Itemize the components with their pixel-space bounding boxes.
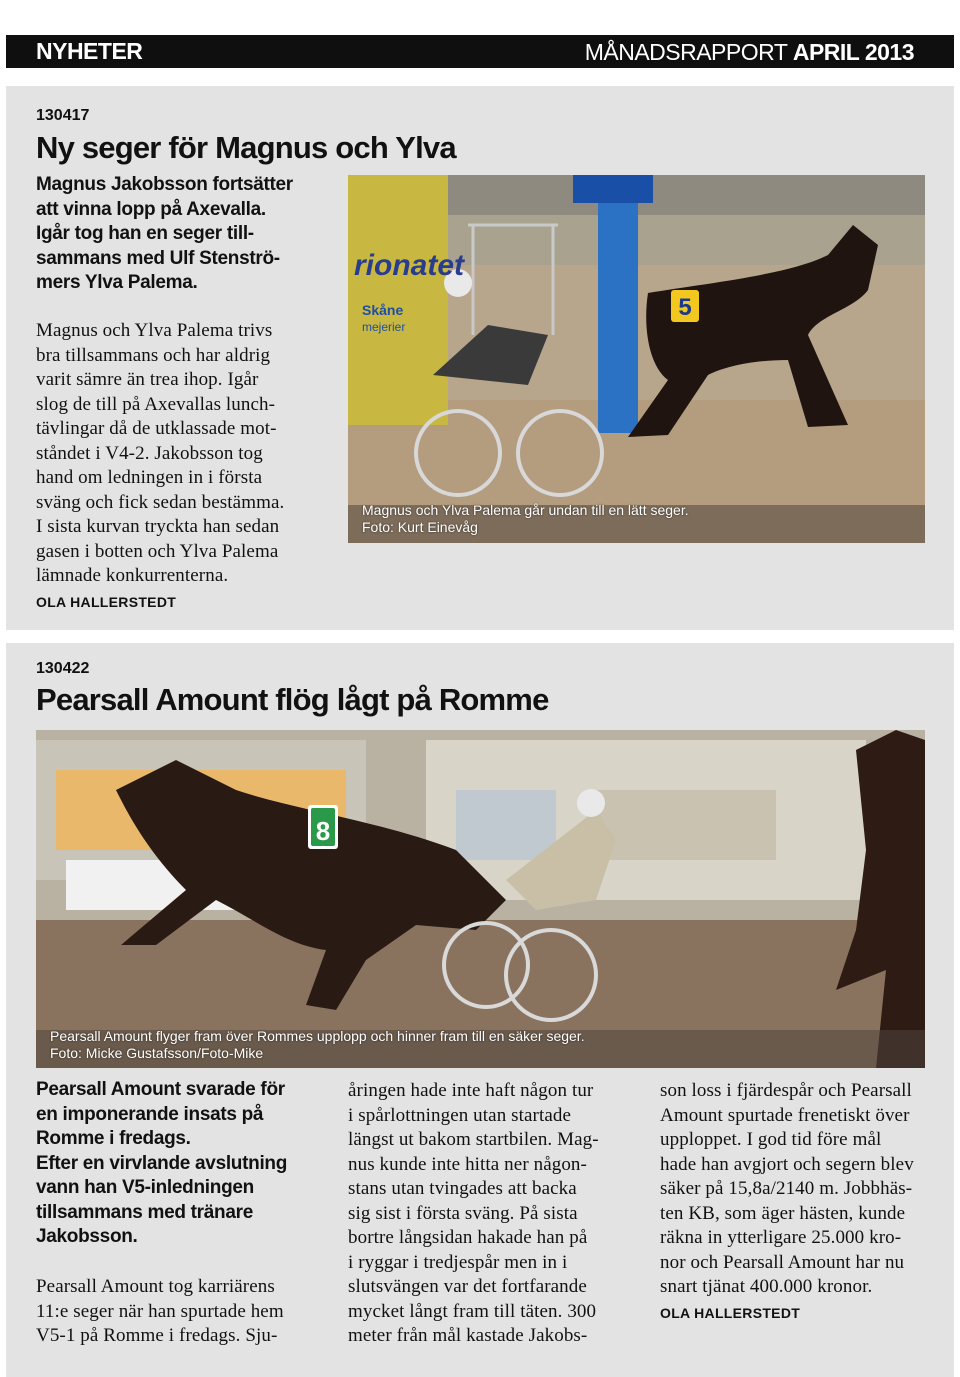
photo-credit: Foto: Kurt Einevåg	[362, 519, 478, 535]
body-line: stans utan tvingades att backa	[348, 1178, 577, 1199]
race-photo	[36, 730, 925, 1068]
sign-text: rionatet	[354, 249, 465, 282]
sponsor-text: Skåne	[362, 302, 404, 318]
body-line: i ryggar i tredjespår men in i	[348, 1251, 568, 1273]
body-line: i spårlottningen utan startade	[348, 1104, 572, 1126]
body-line: upploppet. I god tid före mål	[660, 1129, 882, 1150]
body-line: 11:e seger när han spurtade hem	[36, 1300, 284, 1322]
body-line: slutsvängen var det fortfarande	[348, 1276, 587, 1297]
body-line: längst ut bakom startbilen. Mag-	[348, 1129, 599, 1150]
article-title: Ny seger för Magnus och Ylva	[36, 130, 456, 165]
lead-line: Efter en virvlande avslutning	[36, 1152, 288, 1174]
body-line: slog de till på Axevallas lunch-	[36, 393, 276, 415]
body-line: mycket långt fram till täten. 300	[348, 1300, 597, 1322]
body-line: säker på 15,8a/2140 m. Jobbhäs-	[660, 1178, 913, 1199]
body-line: tävlingar då de utklassade mot-	[36, 418, 277, 439]
photo-caption: Pearsall Amount flyger fram över Rommes upplopp och hinner fram till en säker seger.	[50, 1028, 585, 1044]
byline: OLA HALLERSTEDT	[660, 1305, 801, 1321]
lead-line: sammans med Ulf Stenströ-	[36, 247, 280, 269]
lead-line: vann han V5-inledningen	[36, 1177, 254, 1198]
lead-line: en imponerande insats på	[36, 1103, 264, 1125]
sponsor-text: mejerier	[362, 320, 406, 334]
body-line: hade han avgjort och segern blev	[660, 1153, 914, 1175]
body-line: lämnade konkurrenterna.	[36, 565, 229, 586]
race-photo-image	[36, 730, 925, 1068]
article-col-1	[36, 1275, 306, 1349]
body-line: nus kunde inte hitta ner någon-	[348, 1153, 587, 1175]
race-photo-image	[348, 175, 925, 543]
lead-line: Pearsall Amount svarade för	[36, 1079, 285, 1100]
body-line: bra tillsammans och har aldrig	[36, 344, 271, 366]
body-line: bortre långsidan hakade han på	[348, 1227, 588, 1248]
body-line: meter från mål kastade Jakobs-	[348, 1325, 588, 1346]
report-month: APRIL 2013	[792, 39, 914, 65]
body-line: ståndet i V4-2. Jakobsson tog	[36, 442, 263, 464]
body-line: sväng och fick sedan bestämma.	[36, 491, 285, 513]
body-line: V5-1 på Romme i fredags. Sju-	[36, 1325, 278, 1346]
photo-credit: Foto: Micke Gustafsson/Foto-Mike	[50, 1045, 264, 1061]
body-line: varit sämre än trea ihop. Igår	[36, 369, 259, 390]
article-col-2	[348, 1079, 623, 1349]
body-line: Pearsall Amount tog karriärens	[36, 1276, 275, 1297]
page-header	[6, 35, 954, 68]
body-line: ten KB, som äger hästen, kunde	[660, 1202, 906, 1224]
body-line: sig sist i första sväng. På sista	[348, 1202, 578, 1224]
byline: OLA HALLERSTEDT	[36, 594, 177, 610]
lead-line: mers Ylva Palema.	[36, 272, 198, 293]
section-label: NYHETER	[36, 38, 143, 64]
article-lead	[36, 1078, 302, 1250]
report-label	[585, 39, 914, 66]
article-title: Pearsall Amount flög lågt på Romme	[36, 682, 549, 717]
article-1	[6, 86, 954, 630]
body-line: Magnus och Ylva Palema trivs	[36, 320, 273, 341]
lead-line: Jakobsson.	[36, 1226, 138, 1247]
article-date: 130417	[36, 107, 90, 124]
lead-line: att vinna lopp på Axevalla.	[36, 198, 266, 220]
article-lead	[36, 173, 306, 296]
race-photo	[348, 175, 925, 543]
body-line: gasen i botten och Ylva Palema	[36, 540, 279, 562]
article-col-3	[660, 1079, 935, 1300]
lead-line: Romme i fredags.	[36, 1128, 191, 1149]
body-line: Amount spurtade frenetiskt över	[660, 1104, 910, 1126]
body-line: hand om ledningen in i första	[36, 467, 263, 488]
lead-line: Igår tog han en seger till-	[36, 223, 254, 244]
body-line: räkna in ytterligare 25.000 kro-	[660, 1227, 902, 1248]
article-body	[36, 319, 306, 589]
report-prefix: MÅNADSRAPPORT	[584, 39, 793, 65]
lead-line: tillsammans med tränare	[36, 1201, 253, 1223]
horse-bib: 8	[315, 816, 331, 846]
body-line: nor och Pearsall Amount har nu	[660, 1251, 905, 1273]
body-line: son loss i fjärdespår och Pearsall	[660, 1080, 912, 1101]
article-2	[6, 643, 954, 1377]
body-line: åringen hade inte haft någon tur	[348, 1080, 594, 1101]
horse-bib: 5	[678, 294, 692, 321]
photo-caption: Magnus och Ylva Palema går undan till en lätt seger.	[362, 502, 689, 518]
lead-line: Magnus Jakobsson fortsätter	[36, 174, 293, 195]
body-line: I sista kurvan tryckta han sedan	[36, 516, 280, 537]
article-date: 130422	[36, 660, 90, 677]
body-line: snart tjänat 400.000 kronor.	[660, 1276, 873, 1297]
